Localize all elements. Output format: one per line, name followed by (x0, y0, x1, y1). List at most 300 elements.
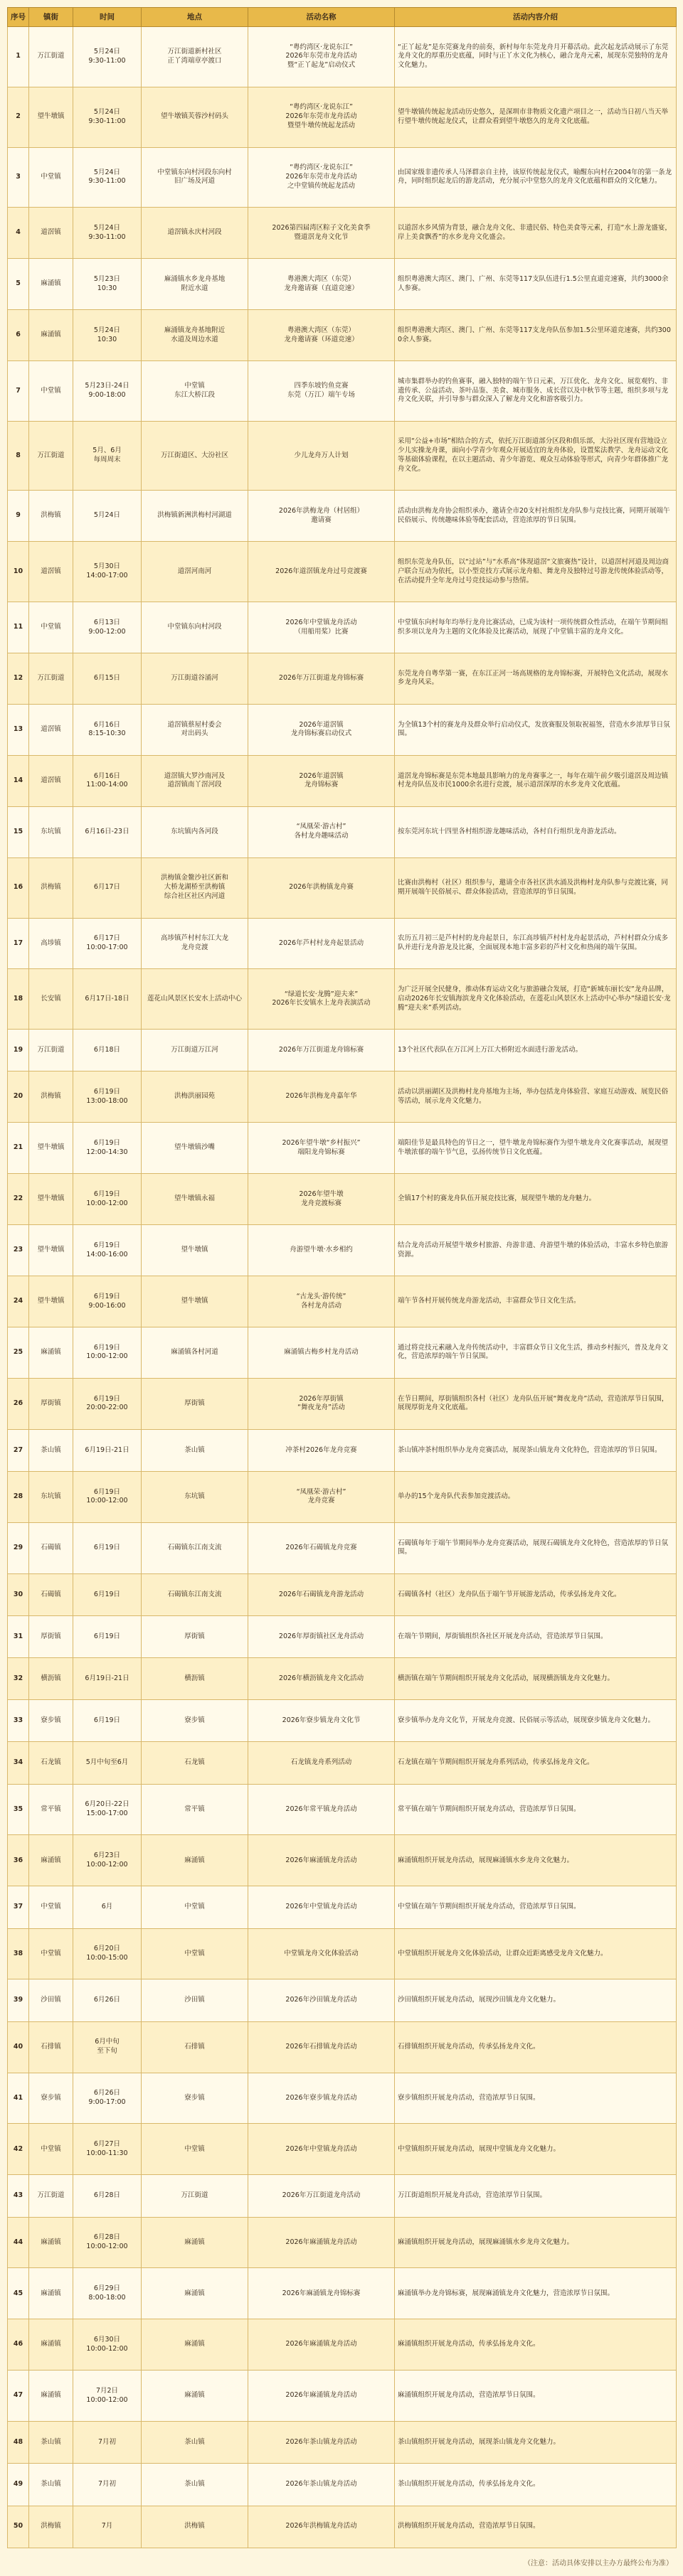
row-place: 高埗镇芦村村东江大龙 龙舟竞渡 (142, 918, 248, 969)
table-row (8, 1071, 677, 1123)
row-event-name: 2026年望牛墩“乡村振兴” 端阳龙舟锦标赛 (248, 1123, 395, 1174)
row-place: 茶山镇 (142, 2422, 248, 2464)
row-time: 6月16日 8:15-10:30 (73, 704, 142, 755)
row-number: 41 (8, 2073, 29, 2124)
row-description: 中堂镇组织开展龙舟文化体验活动，让群众近距离感受龙舟文化魅力。 (395, 1928, 677, 1979)
row-description: 寮步镇举办龙舟文化节，开展龙舟竞渡、民俗展示等活动，展现寮步镇龙舟文化魅力。 (395, 1700, 677, 1742)
row-place: 中堂镇东向村河段 (142, 602, 248, 653)
row-time: 6月19日 20:00-22:00 (73, 1378, 142, 1429)
row-town: 麻涌镇 (29, 2319, 73, 2371)
row-town: 万江街道 (29, 2175, 73, 2217)
row-time: 6月19日 (73, 1522, 142, 1573)
row-event-name: 2026年洪梅镇龙舟活动 (248, 2506, 395, 2548)
row-time: 5月24日 9:30-11:00 (73, 27, 142, 87)
row-place: 石排镇 (142, 2021, 248, 2073)
row-place: 横沥镇 (142, 1658, 248, 1700)
row-town: 万江街道 (29, 653, 73, 705)
row-town: 东坑镇 (29, 806, 73, 857)
row-town: 麻涌镇 (29, 1327, 73, 1379)
row-place: 万江街道 (142, 2175, 248, 2217)
row-town: 中堂镇 (29, 1928, 73, 1979)
row-description: 茶山镇冲茶村组织举办龙舟竞赛活动，展现茶山镇龙舟文化特色，营造浓厚的节日氛围。 (395, 1429, 677, 1471)
row-town: 麻涌镇 (29, 259, 73, 310)
row-town: 麻涌镇 (29, 2268, 73, 2319)
row-description: 横沥镇在端午节期间组织开展龙舟文化活动，展现横沥镇龙舟文化魅力。 (395, 1658, 677, 1700)
row-place: 茶山镇 (142, 2464, 248, 2506)
row-town: 望牛墩镇 (29, 1123, 73, 1174)
row-time: 5月24日 9:30-11:00 (73, 87, 142, 147)
table-row (8, 2021, 677, 2073)
row-number: 18 (8, 969, 29, 1030)
row-event-name: “粤约湾区·龙说东江” 2026年东莞市龙舟活动 暨“正丫起龙”启动仪式 (248, 27, 395, 87)
row-place: 望牛墩镇 (142, 1276, 248, 1327)
row-town: 望牛墩镇 (29, 1276, 73, 1327)
row-time: 5月24日 9:30-11:00 (73, 147, 142, 208)
row-event-name: 2026年望牛墩 龙舟竞渡标赛 (248, 1174, 395, 1225)
row-time: 7月初 (73, 2464, 142, 2506)
row-event-name: 2026年洪梅镇龙舟赛 (248, 857, 395, 918)
row-description: 单办的15个龙舟队代表参加竞渡活动。 (395, 1472, 677, 1523)
row-time: 5月23日 10:30 (73, 259, 142, 310)
table-row (8, 2124, 677, 2175)
table-row (8, 2371, 677, 2422)
row-event-name: 2026年常平镇龙舟活动 (248, 1784, 395, 1835)
table-row (8, 1174, 677, 1225)
row-time: 6月19日 (73, 1700, 142, 1742)
row-description: 活动以洪丽湖区及洪梅村龙舟基地为主场，举办包括龙舟体验营、家庭互动游戏、展览民俗等活动，展示龙舟文化魅力。 (395, 1071, 677, 1123)
row-town: 长安镇 (29, 969, 73, 1030)
row-number: 43 (8, 2175, 29, 2217)
row-event-name: 中堂镇龙舟文化体验活动 (248, 1928, 395, 1979)
row-time: 6月19日 (73, 1616, 142, 1658)
row-place: 东坑镇内各河段 (142, 806, 248, 857)
row-place: 道滘镇大罗沙南河及 道滘镇南丫滘河段 (142, 755, 248, 806)
row-place: 茶山镇 (142, 1429, 248, 1471)
row-town: 高埗镇 (29, 918, 73, 969)
row-place: 望牛墩镇沙嘴 (142, 1123, 248, 1174)
row-number: 45 (8, 2268, 29, 2319)
row-town: 沙田镇 (29, 1979, 73, 2021)
row-description: 由国家级非遗传承人马泽群亲自主持，该原传统起龙仪式，喻醒东向村在2004年的第一条龙舟，同时组织起龙后的游龙活动，充分展示中堂悠久的龙舟文化底蕴和群众的文化魅力。 (395, 147, 677, 208)
row-time: 6月 (73, 1886, 142, 1928)
row-place: 中堂镇 (142, 1928, 248, 1979)
row-number: 50 (8, 2506, 29, 2548)
row-town: 中堂镇 (29, 602, 73, 653)
row-time: 5月24日 (73, 491, 142, 542)
row-place: 中堂镇东向村河段东向村 旧广场及河道 (142, 147, 248, 208)
row-place: 石碣镇东江南支流 (142, 1522, 248, 1573)
row-time: 6月26日 9:00-17:00 (73, 2073, 142, 2124)
row-number: 32 (8, 1658, 29, 1700)
row-event-name: 2026年沙田镇龙舟活动 (248, 1979, 395, 2021)
row-event-name: 冲茶村2026年龙舟竞赛 (248, 1429, 395, 1471)
header-no: 序号 (8, 8, 29, 27)
row-number: 39 (8, 1979, 29, 2021)
row-time: 6月16日 11:00-14:00 (73, 755, 142, 806)
row-number: 29 (8, 1522, 29, 1573)
row-number: 20 (8, 1071, 29, 1123)
table-row (8, 361, 677, 422)
row-place: 洪梅镇新洲洪梅村河湖道 (142, 491, 248, 542)
row-event-name: 2026年厚街镇 “舞夜龙舟”活动 (248, 1378, 395, 1429)
row-place: 厚街镇 (142, 1616, 248, 1658)
table-row (8, 1784, 677, 1835)
table-row (8, 310, 677, 361)
row-town: 石碣镇 (29, 1522, 73, 1573)
row-event-name: 2026年寮步镇龙舟活动 (248, 2073, 395, 2124)
row-place: 寮步镇 (142, 1700, 248, 1742)
header-name: 活动名称 (248, 8, 395, 27)
row-town: 厚街镇 (29, 1378, 73, 1429)
row-town: 中堂镇 (29, 361, 73, 422)
table-row (8, 1658, 677, 1700)
row-event-name: 2026年石碣镇龙舟竞赛 (248, 1522, 395, 1573)
row-place: 麻涌镇龙舟基地附近 水道及周边水道 (142, 310, 248, 361)
table-row (8, 1573, 677, 1615)
row-place: 麻涌镇水乡龙舟基地 附近水道 (142, 259, 248, 310)
row-place: 洪梅镇 (142, 2506, 248, 2548)
table-row (8, 2464, 677, 2506)
row-town: 茶山镇 (29, 2464, 73, 2506)
row-number: 11 (8, 602, 29, 653)
row-description: 石排镇组织开展龙舟活动，传承弘扬龙舟文化。 (395, 2021, 677, 2073)
row-event-name: 2026年中堂镇龙舟活动 （用船用桨）比赛 (248, 602, 395, 653)
row-number: 47 (8, 2371, 29, 2422)
row-number: 35 (8, 1784, 29, 1835)
row-place: 望牛墩镇 (142, 1225, 248, 1276)
row-event-name: 2026年麻涌镇龙舟活动 (248, 2371, 395, 2422)
row-number: 34 (8, 1742, 29, 1784)
row-description: 为全镇13个村的赛龙舟及群众举行启动仪式，发放赛服及领取祝福签，营造水乡浓厚节日氛围。 (395, 704, 677, 755)
row-town: 万江街道 (29, 27, 73, 87)
row-town: 厚街镇 (29, 1616, 73, 1658)
row-number: 26 (8, 1378, 29, 1429)
header-place: 地点 (142, 8, 248, 27)
row-time: 6月20日-22日 15:00-17:00 (73, 1784, 142, 1835)
row-event-name: “粤约湾区·龙说东江” 2026年东莞市龙舟活动 之中堂镇传统起龙活动 (248, 147, 395, 208)
row-description: 组织粤港澳大湾区、澳门、广州、东莞等117支队伍进行1.5公里直道竞速赛，共约3000余人参赛。 (395, 259, 677, 310)
table-header-row (8, 8, 677, 27)
table-row (8, 1276, 677, 1327)
row-town: 常平镇 (29, 1784, 73, 1835)
row-place: 麻涌镇 (142, 2371, 248, 2422)
row-place: 东坑镇 (142, 1472, 248, 1523)
row-description: 麻涌镇组织开展龙舟活动，展现麻涌镇水乡龙舟文化魅力。 (395, 2217, 677, 2268)
row-event-name: 2026年石碣镇龙舟游龙活动 (248, 1573, 395, 1615)
row-number: 38 (8, 1928, 29, 1979)
row-number: 48 (8, 2422, 29, 2464)
row-description: 麻涌镇组织开展龙舟活动，展现麻涌镇水乡龙舟文化魅力。 (395, 1835, 677, 1886)
row-event-name: 2026年麻涌镇龙舟活动 (248, 2217, 395, 2268)
row-number: 22 (8, 1174, 29, 1225)
row-town: 中堂镇 (29, 2124, 73, 2175)
row-description: 按东莞河东坑十四里各村组织游龙趣味活动，各村自行组织龙舟游龙活动。 (395, 806, 677, 857)
row-event-name: 2026第四届湾区粽子文化美食季 暨道滘龙舟文化节 (248, 208, 395, 259)
row-place: 道滘河南河 (142, 542, 248, 602)
table-row (8, 2319, 677, 2371)
row-event-name: 少儿龙舟万人计划 (248, 421, 395, 491)
row-number: 2 (8, 87, 29, 147)
footnote: （注意：活动具体安排以主办方最终公布为准） (524, 2560, 673, 2567)
table-row (8, 918, 677, 969)
row-time: 6月13日 9:00-12:00 (73, 602, 142, 653)
table-row (8, 147, 677, 208)
row-number: 8 (8, 421, 29, 491)
row-place: 中堂镇 (142, 2124, 248, 2175)
row-time: 6月17日 (73, 857, 142, 918)
row-town: 道滘镇 (29, 542, 73, 602)
row-description: 石碣镇各村（社区）龙舟队伍于端午节开展游龙活动，传承弘扬龙舟文化。 (395, 1573, 677, 1615)
row-time: 6月19日-21日 (73, 1658, 142, 1700)
row-town: 茶山镇 (29, 2422, 73, 2464)
row-place: 麻涌镇 (142, 2268, 248, 2319)
row-place: 洪梅镇金鳌沙社区新和 大桥龙湖桥至洪梅镇 综合社区社区内河道 (142, 857, 248, 918)
row-event-name: 麻涌镇古梅乡村龙舟活动 (248, 1327, 395, 1379)
row-event-name: 舟游望牛墩·水乡相约 (248, 1225, 395, 1276)
row-town: 中堂镇 (29, 147, 73, 208)
row-town: 麻涌镇 (29, 1835, 73, 1886)
table-row (8, 969, 677, 1030)
row-description: 组织粤港澳大湾区、澳门、广州、东莞等117支龙舟队伍参加1.5公里环道竞速赛，共约3000余人参赛。 (395, 310, 677, 361)
row-number: 5 (8, 259, 29, 310)
table-row (8, 1742, 677, 1784)
table-row (8, 542, 677, 602)
row-description: 沙田镇组织开展龙舟活动，展现沙田镇龙舟文化魅力。 (395, 1979, 677, 2021)
row-time: 6月20日 10:00-15:00 (73, 1928, 142, 1979)
row-town: 麻涌镇 (29, 310, 73, 361)
row-time: 6月17日 10:00-17:00 (73, 918, 142, 969)
row-description: 石龙镇在端午节期间组织开展龙舟系列活动，传承弘扬龙舟文化。 (395, 1742, 677, 1784)
table-row (8, 602, 677, 653)
row-description: 麻涌镇组织开展龙舟活动，传承弘扬龙舟文化。 (395, 2319, 677, 2371)
row-description: 中堂镇在端午节期间组织开展龙舟活动，营造浓厚节日氛围。 (395, 1886, 677, 1928)
row-town: 万江街道 (29, 421, 73, 491)
row-description: 结合龙舟活动开展望牛墩乡村旅游、舟游非遗、舟游望牛墩的体验活动，丰富水乡特色旅游资源。 (395, 1225, 677, 1276)
row-town: 洪梅镇 (29, 2506, 73, 2548)
row-event-name: “古龙头·游传统” 各村龙舟活动 (248, 1276, 395, 1327)
row-description: 采用“公益+市场”相结合的方式，依托万江街道部分区段和俱乐部，大汾社区现有营地设立少儿实操龙舟课，面向小学青少年观众开展适宜的龙舟体验，设置桨法教学、龙舟运动文化等基础体验课程，在以主题活动、青少年游览、观众互动体验等形式，向青少年群体推广龙舟文化。 (395, 421, 677, 491)
table-row (8, 2175, 677, 2217)
row-time: 7月 (73, 2506, 142, 2548)
table-row (8, 2073, 677, 2124)
row-event-name: “凤凰荣·游古村” 各村龙舟趣味活动 (248, 806, 395, 857)
row-event-name: 2026年芦村村龙舟起景活动 (248, 918, 395, 969)
row-description: 城市集群举办的钓鱼赛事，融入独特的端午节日元素，万江优化、龙舟文化、展览观钓、非遗传承、公益活动、茶叶品鉴、美食、城市服务、成长营以及中秋节等主题，组织多项与龙舟文化关联，并引导参与群众深入了解龙舟文化和游客吸引力。 (395, 361, 677, 422)
row-description: 中堂镇组织开展龙舟活动，展现中堂镇龙舟文化魅力。 (395, 2124, 677, 2175)
table-row (8, 2506, 677, 2548)
row-number: 14 (8, 755, 29, 806)
table-row (8, 1378, 677, 1429)
row-number: 28 (8, 1472, 29, 1523)
row-event-name: 2026年麻涌镇龙舟活动 (248, 2319, 395, 2371)
row-town: 洪梅镇 (29, 857, 73, 918)
row-description: 在节日期间，厚街镇组织各村（社区）龙舟队伍开展“舞夜龙舟”活动，营造浓厚节日氛围，展现厚街龙舟文化底蕴。 (395, 1378, 677, 1429)
row-description: “正丫起龙”是东莞赛龙舟的前奏，新村每年东莞龙舟月开幕活动。此次起龙活动展示了东莞龙舟文化的厚重历史底蕴，同时与正丫水文化为核心，融合龙舟元素，展现东莞独特的龙舟文化魅力。 (395, 27, 677, 87)
row-number: 9 (8, 491, 29, 542)
row-place: 石碣镇东江南支流 (142, 1573, 248, 1615)
row-number: 27 (8, 1429, 29, 1471)
row-description: 石碣镇每年于端午节期间举办龙舟竞赛活动，展现石碣镇龙舟文化特色，营造浓厚的节日氛围。 (395, 1522, 677, 1573)
table-row (8, 2268, 677, 2319)
row-town: 寮步镇 (29, 2073, 73, 2124)
row-description: 通过将竞技元素融入龙舟传统活动中，丰富群众节日文化生活，推动乡村振兴，普及龙舟文化，营造浓厚的端午节日氛围。 (395, 1327, 677, 1379)
row-event-name: 四季东坡钓鱼竞赛 东莞（万江）端午专场 (248, 361, 395, 422)
row-place: 莲花山风景区长安水上活动中心 (142, 969, 248, 1030)
row-description: 在端午节期间，厚街镇组织各社区开展龙舟活动，营造浓厚节日氛围。 (395, 1616, 677, 1658)
row-description: 为广泛开展全民健身，推动体育运动文化与旅游融合发展，打造“新城东丽长安”龙舟品牌，启动2026年长安镇海滨龙舟文化体验活动，在莲花山风景区水上活动中心举办“绿道长安·龙腾”迎夫来”系列活动。 (395, 969, 677, 1030)
table-row (8, 2217, 677, 2268)
row-place: 厚街镇 (142, 1378, 248, 1429)
table-row (8, 1835, 677, 1886)
row-town: 洪梅镇 (29, 491, 73, 542)
row-event-name: 2026年万江街道龙舟活动 (248, 2175, 395, 2217)
row-number: 30 (8, 1573, 29, 1615)
row-time: 6月27日 10:00-11:30 (73, 2124, 142, 2175)
table-body (8, 27, 677, 2548)
row-time: 6月17日-18日 (73, 969, 142, 1030)
row-description: 道滘龙舟锦标赛是东莞本地最具影响力的龙舟赛事之一，每年在端午前夕吸引道滘及周边镇村龙舟队伍及市民1000余名进行竞渡，展示道滘深厚的水乡龙舟文化底蕴。 (395, 755, 677, 806)
table-row (8, 704, 677, 755)
row-description: 比赛由洪梅村（社区）组织参与，邀请全市各社区洪水涌及洪梅村龙舟队参与竞渡比赛，同期开展端午民俗展示、群众体验活动，营造浓厚的节日氛围。 (395, 857, 677, 918)
row-event-name: 粤港澳大湾区（东莞） 龙舟邀请赛（直道竞速） (248, 259, 395, 310)
row-place: 万江街道万江河 (142, 1030, 248, 1071)
row-time: 6月19日 12:00-14:30 (73, 1123, 142, 1174)
row-number: 16 (8, 857, 29, 918)
row-time: 5月23日-24日 9:00-18:00 (73, 361, 142, 422)
row-time: 6月23日 10:00-12:00 (73, 1835, 142, 1886)
row-number: 33 (8, 1700, 29, 1742)
row-time: 5月、6月 每周周末 (73, 421, 142, 491)
row-place: 望牛墩镇芙蓉沙村码头 (142, 87, 248, 147)
row-town: 道滘镇 (29, 208, 73, 259)
row-town: 麻涌镇 (29, 2217, 73, 2268)
row-description: 以道滘水乡风情为背景，融合龙舟文化、非遗民俗、特色美食等元素，打造“水上游龙盛宴，岸上美食飘香”的水乡龙舟文化盛会。 (395, 208, 677, 259)
row-number: 12 (8, 653, 29, 705)
row-place: 洪梅洪丽园苑 (142, 1071, 248, 1123)
row-event-name: 粤港澳大湾区（东莞） 龙舟邀请赛（环道竞速） (248, 310, 395, 361)
row-time: 6月19日 14:00-16:00 (73, 1225, 142, 1276)
row-event-name: 2026年万江街道龙舟锦标赛 (248, 1030, 395, 1071)
row-description: 茶山镇组织开展龙舟活动，传承弘扬龙舟文化。 (395, 2464, 677, 2506)
events-table (7, 7, 677, 2548)
row-number: 23 (8, 1225, 29, 1276)
row-place: 麻涌镇 (142, 2319, 248, 2371)
row-town: 石龙镇 (29, 1742, 73, 1784)
row-event-name: 2026年厚街镇社区龙舟活动 (248, 1616, 395, 1658)
row-town: 石碣镇 (29, 1573, 73, 1615)
table-row (8, 653, 677, 705)
row-place: 麻涌镇各村河道 (142, 1327, 248, 1379)
row-place: 麻涌镇 (142, 2217, 248, 2268)
table-row (8, 27, 677, 87)
row-town: 东坑镇 (29, 1472, 73, 1523)
table-row (8, 755, 677, 806)
table-row (8, 857, 677, 918)
row-time: 6月28日 10:00-12:00 (73, 2217, 142, 2268)
row-time: 6月19日 9:00-16:00 (73, 1276, 142, 1327)
row-time: 6月19日 10:00-12:00 (73, 1174, 142, 1225)
row-description: 农历五月初三是芦村村的龙舟起景日，东江高埗镇芦村村龙舟起景活动，芦村村群众分成多队并进行龙舟游龙及比赛，全面展现本地丰富多彩的芦村文化和热闹的端午氛围。 (395, 918, 677, 969)
row-description: 常平镇在端午节期间组织开展龙舟活动，营造浓厚节日氛围。 (395, 1784, 677, 1835)
row-number: 40 (8, 2021, 29, 2073)
table-row (8, 2422, 677, 2464)
row-place: 麻涌镇 (142, 1835, 248, 1886)
row-event-name: 2026年石排镇龙舟活动 (248, 2021, 395, 2073)
row-town: 望牛墩镇 (29, 87, 73, 147)
table-row (8, 1616, 677, 1658)
row-number: 21 (8, 1123, 29, 1174)
row-event-name: 2026年道滘镇 龙舟锦标赛 (248, 755, 395, 806)
row-town: 横沥镇 (29, 1658, 73, 1700)
row-number: 49 (8, 2464, 29, 2506)
row-number: 24 (8, 1276, 29, 1327)
row-event-name: 石龙镇龙舟系列活动 (248, 1742, 395, 1784)
row-description: 茶山镇组织开展龙舟活动，展现茶山镇龙舟文化魅力。 (395, 2422, 677, 2464)
table-row (8, 1472, 677, 1523)
row-event-name: 2026年麻涌镇龙舟锦标赛 (248, 2268, 395, 2319)
row-time: 7月2日 10:00-12:00 (73, 2371, 142, 2422)
row-number: 19 (8, 1030, 29, 1071)
table-row (8, 1886, 677, 1928)
row-number: 4 (8, 208, 29, 259)
row-event-name: 2026年麻涌镇龙舟活动 (248, 1835, 395, 1886)
row-time: 6月19日-21日 (73, 1429, 142, 1471)
row-event-name: 2026年道滘镇龙舟过号竞渡赛 (248, 542, 395, 602)
row-number: 15 (8, 806, 29, 857)
row-event-name: 2026年洪梅龙舟（村居组） 邀请赛 (248, 491, 395, 542)
row-time: 6月26日 (73, 1979, 142, 2021)
row-place: 寮步镇 (142, 2073, 248, 2124)
row-event-name: 2026年横沥镇龙舟文化活动 (248, 1658, 395, 1700)
row-place: 中堂镇 (142, 1886, 248, 1928)
row-town: 石排镇 (29, 2021, 73, 2073)
row-number: 37 (8, 1886, 29, 1928)
table-row (8, 1522, 677, 1573)
row-place: 沙田镇 (142, 1979, 248, 2021)
row-town: 道滘镇 (29, 704, 73, 755)
row-description: 端阳佳节是最具特色的节日之一，望牛墩龙舟锦标赛作为望牛墩龙舟文化赛事活动，展现望牛墩浓郁的端午节气息，弘扬传统节日文化底蕴。 (395, 1123, 677, 1174)
row-place: 万江街道新村社区 正丫湾端章亭渡口 (142, 27, 248, 87)
row-description: 万江街道组织开展龙舟活动，营造浓厚节日氛围。 (395, 2175, 677, 2217)
row-number: 13 (8, 704, 29, 755)
row-time: 7月初 (73, 2422, 142, 2464)
row-place: 道滘镇永庆村河段 (142, 208, 248, 259)
row-event-name: 2026年万江街道龙舟锦标赛 (248, 653, 395, 705)
table-row (8, 491, 677, 542)
row-town: 望牛墩镇 (29, 1174, 73, 1225)
row-description: 洪梅镇组织开展龙舟活动，营造浓厚节日氛围。 (395, 2506, 677, 2548)
row-number: 10 (8, 542, 29, 602)
row-time: 6月30日 10:00-12:00 (73, 2319, 142, 2371)
row-place: 道滘镇蔡屋村委会 对出码头 (142, 704, 248, 755)
row-description: 东莞龙舟自粤华第一赛，在东江正河一场高规格的龙舟锦标赛，开展特色文化活动，展现水乡龙舟风采。 (395, 653, 677, 705)
table-row (8, 1429, 677, 1471)
row-place: 望牛墩镇永福 (142, 1174, 248, 1225)
header-time: 时间 (73, 8, 142, 27)
row-place: 万江街道谷涌河 (142, 653, 248, 705)
row-time: 5月24日 10:30 (73, 310, 142, 361)
table-row (8, 1123, 677, 1174)
row-place: 中堂镇 东江大桥江段 (142, 361, 248, 422)
row-description: 麻涌镇组织开展龙舟活动，营造浓厚节日氛围。 (395, 2371, 677, 2422)
row-number: 7 (8, 361, 29, 422)
table-row (8, 1928, 677, 1979)
row-town: 望牛墩镇 (29, 1225, 73, 1276)
table-row (8, 1979, 677, 2021)
row-description: 活动由洪梅龙舟协会组织承办，邀请全市20支村社组织龙舟队参与竞技比赛，同期开展端午民俗展示、传统趣味体验等配套活动，营造浓厚的节日氛围。 (395, 491, 677, 542)
row-number: 46 (8, 2319, 29, 2371)
row-event-name: 2026年茶山镇龙舟活动 (248, 2422, 395, 2464)
